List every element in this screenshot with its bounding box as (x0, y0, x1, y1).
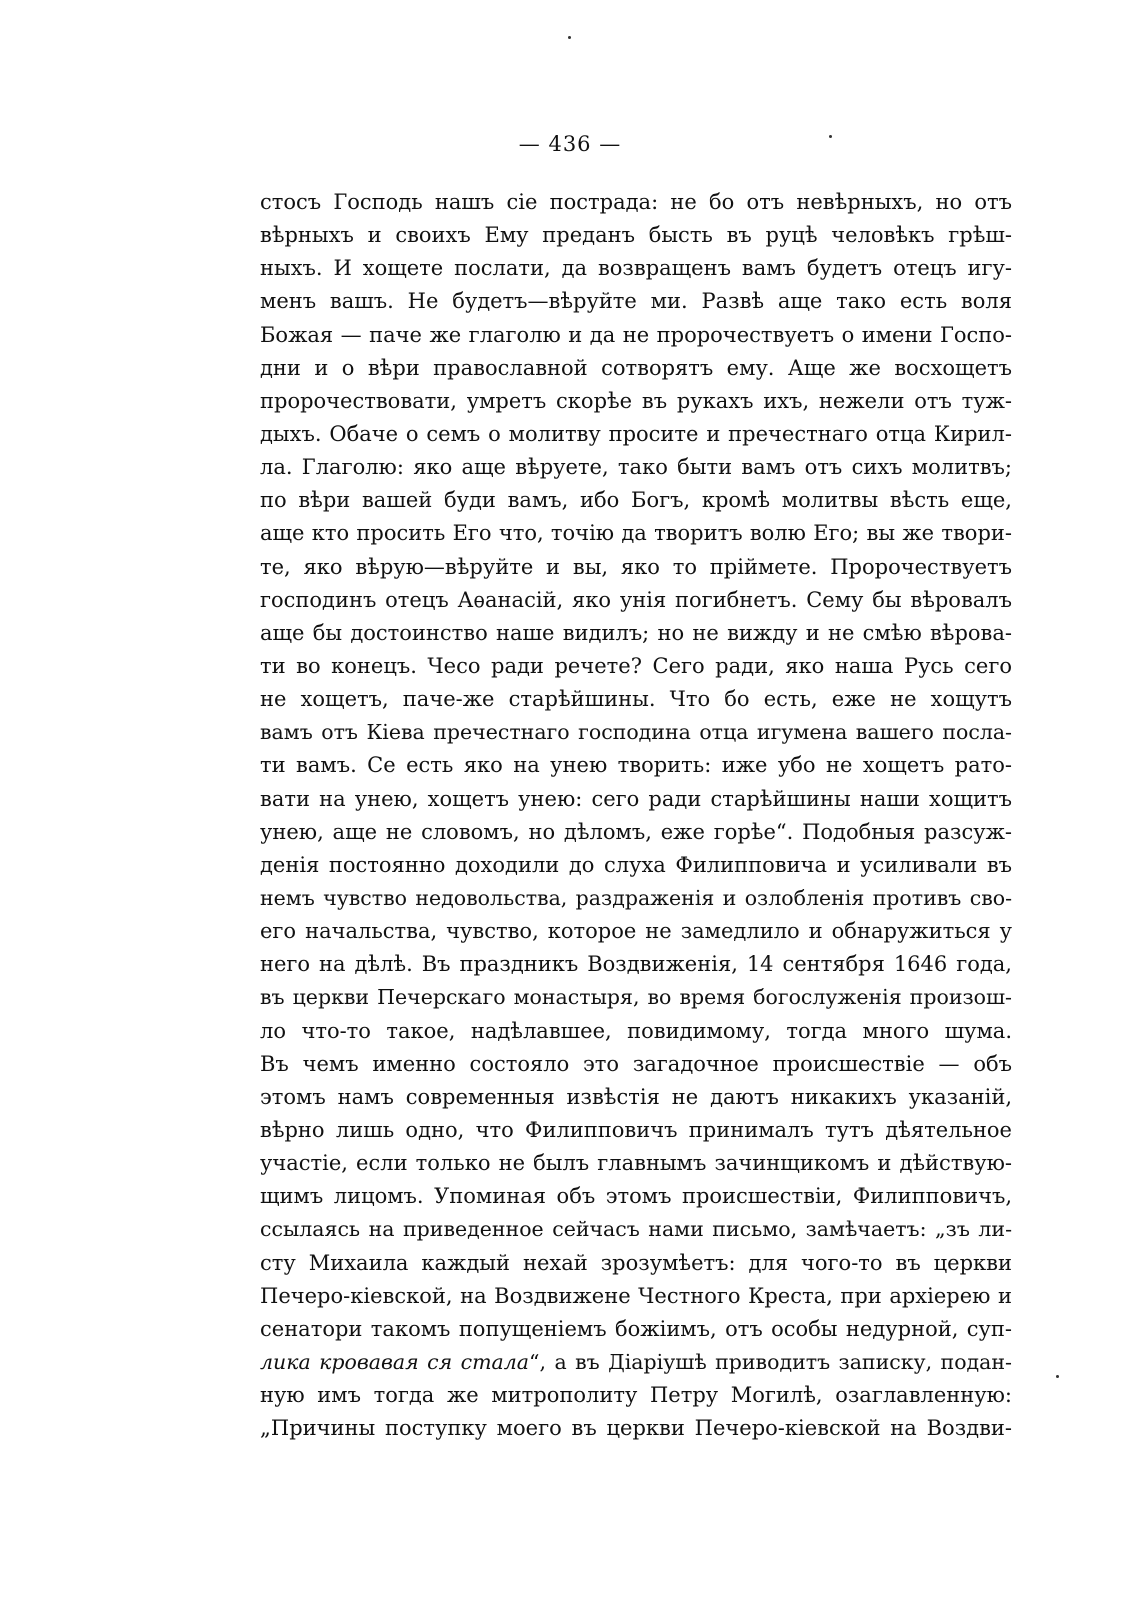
text-line: ти вамъ. Се есть яко на унею творить: иже убо не хощетъ рато- (260, 753, 1012, 778)
text-line: „Причины поступку моего въ церкви Печеро-кіевской на Воздви- (260, 1416, 1012, 1441)
text-line: вѣрныхъ и своихъ Ему преданъ бысть въ руцѣ человѣкъ грѣш- (260, 223, 1012, 248)
body-text (260, 186, 1012, 1445)
text-line: дыхъ. Обаче о семъ о молитву просите и пречестнаго отца Кирил- (260, 421, 1012, 446)
page-number: — 436 — (518, 132, 622, 156)
text-line: Печеро-кіевской, на Воздвижене Честного Креста, при архіерею и (260, 1283, 1012, 1308)
text-line: унею, аще не словомъ, но дѣломъ, еже горѣе“. Подобныя разсуж- (260, 819, 1012, 844)
text-line: не хощетъ, паче-же старѣйшины. Что бо есть, еже не хощутъ (260, 687, 1012, 712)
text-line: вамъ отъ Кіева пречестнаго господина отца игумена вашего посла- (260, 720, 1012, 745)
text-line: аще кто просить Его что, точію да творитъ волю Его; вы же твори- (260, 521, 1012, 546)
print-speck (568, 36, 571, 39)
text-line: Въ чемъ именно состояло это загадочное происшествіе — объ (260, 1051, 1012, 1076)
text-line: ла. Глаголю: яко аще вѣруете, тако быти вамъ отъ сихъ молитвъ; (260, 455, 1012, 480)
text-line: этомъ намъ современныя извѣстія не даютъ никакихъ указаній, (260, 1084, 1012, 1109)
text-line: немъ чувство недовольства, раздраженія и озлобленія противъ сво- (260, 885, 1012, 910)
text-line: участіе, если только не былъ главнымъ зачинщикомъ и дѣйствую- (260, 1151, 1012, 1176)
text-line: сту Михаила каждый нехай зрозумѣетъ: для чого-то въ церкви (260, 1250, 1012, 1275)
text-line-mixed (260, 1346, 1012, 1379)
text-line: ныхъ. И хощете послати, да возвращенъ вамъ будетъ отецъ игу- (260, 256, 1012, 281)
text-line: него на дѣлѣ. Въ праздникъ Воздвиженія, 14 сентября 1646 года, (260, 952, 1012, 977)
text-line: сенатори такомъ попущеніемъ божіимъ, отъ особы недурной, суп- (260, 1316, 1012, 1341)
italic-quote: лика кровавая ся стала (260, 1349, 530, 1374)
text-line: господинъ отецъ Аѳанасій, яко унія погибнетъ. Сему бы вѣровалъ (260, 587, 1012, 612)
text-line-rest: “, а въ Діаріушѣ приводитъ записку, подан- (529, 1349, 1012, 1374)
text-line: вѣрно лишь одно, что Филипповичъ принималъ тутъ дѣятельное (260, 1117, 1012, 1142)
print-speck (1056, 1375, 1059, 1378)
text-line: те, яко вѣрую—вѣруйте и вы, яко то пріймете. Пророчествуетъ (260, 554, 1012, 579)
text-line: денія постоянно доходили до слуха Филипповича и усиливали въ (260, 852, 1012, 877)
text-line: ную имъ тогда же митрополиту Петру Могилѣ, озаглавленную: (260, 1383, 1012, 1408)
text-line: Божая — паче же глаголю и да не пророчествуетъ о имени Госпо- (260, 322, 1012, 347)
text-line: ти во конецъ. Чесо ради речете? Сего ради, яко наша Русь сего (260, 653, 1012, 678)
print-speck (829, 135, 832, 138)
text-line: дни и о вѣри православной сотворятъ ему. Аще же восхощетъ (260, 355, 1012, 380)
text-line: ссылаясь на приведенное сейчасъ нами письмо, замѣчаетъ: „зъ ли- (260, 1217, 1012, 1242)
text-line: вати на унею, хощетъ унею: сего ради старѣйшины наши хощитъ (260, 786, 1012, 811)
text-line: по вѣри вашей буди вамъ, ибо Богъ, кромѣ молитвы вѣсть еще, (260, 488, 1012, 513)
text-line: пророчествовати, умретъ скорѣе въ рукахъ ихъ, нежели отъ туж- (260, 388, 1012, 413)
text-line: щимъ лицомъ. Упоминая объ этомъ происшествіи, Филипповичъ, (260, 1184, 1012, 1209)
text-line: аще бы достоинство наше видилъ; но не вижду и не смѣю вѣрова- (260, 620, 1012, 645)
text-line: ло что-то такое, надѣлавшее, повидимому, тогда много шума. (260, 1018, 1012, 1043)
text-line: его начальства, чувство, которое не замедлило и обнаружиться у (260, 919, 1012, 944)
text-line: стосъ Господь нашъ сіе пострада: не бо отъ невѣрныхъ, но отъ (260, 190, 1012, 214)
text-line: въ церкви Печерскаго монастыря, во время богослуженія произош- (260, 985, 1012, 1010)
text-line: менъ вашъ. Не будетъ—вѣруйте ми. Развѣ аще тако есть воля (260, 289, 1012, 314)
